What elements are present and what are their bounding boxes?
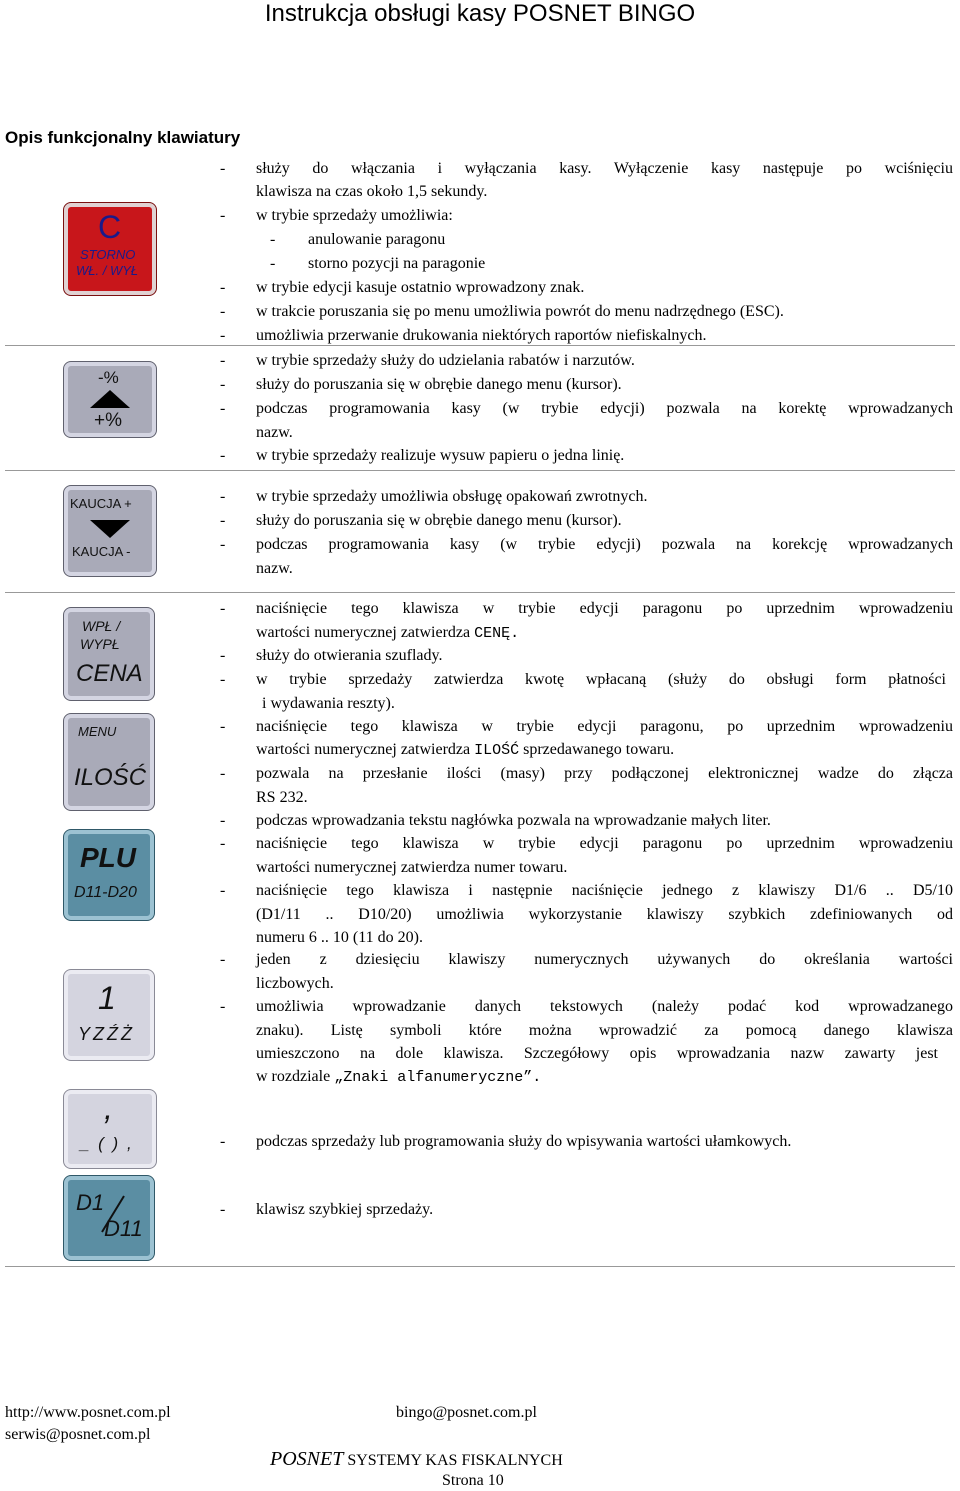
page-header-title: Instrukcja obsługi kasy POSNET BINGO	[264, 0, 696, 27]
footer-email-bingo[interactable]: bingo@posnet.com.pl	[396, 1404, 537, 1421]
key-plu	[64, 830, 154, 920]
divider	[5, 592, 955, 593]
p-line-3b: nazw.	[256, 424, 293, 441]
key-kaucja-top: KAUCJA +	[70, 496, 132, 511]
key-one	[64, 970, 154, 1060]
footer-page-number: Strona 10	[442, 1472, 504, 1489]
divider	[5, 1266, 955, 1267]
key-cena-line2: WYPŁ	[80, 636, 120, 652]
key-plu-small: D11-D20	[74, 884, 137, 901]
key-ilosc-big: ILOŚĆ	[74, 764, 147, 791]
key-c-storno	[64, 203, 156, 295]
il-line-1b: wartości numerycznej zatwierdza ILOŚĆ sprzedawanego towaru.	[256, 741, 675, 759]
key-percent	[64, 362, 156, 437]
key-cena-big: CENA	[76, 660, 143, 687]
key-c-line1: STORNO	[80, 247, 136, 262]
key-kaucja	[64, 486, 156, 576]
key-ilosc-top: MENU	[78, 724, 117, 739]
on-line-2c: umieszczono na dole klawisza. Szczegółowy opis wprowadzania nazw zawarty jest	[256, 1045, 938, 1062]
ce-line-1b: wartości numerycznej zatwierdza CENĘ.	[256, 624, 520, 642]
key-cena-line1: WPŁ /	[82, 618, 121, 634]
key-one-small: YZŹŻ	[78, 1024, 135, 1044]
il-line-2b: RS 232.	[256, 789, 308, 806]
on-line-2d: w rozdziale „Znaki alfanumeryczne”.	[256, 1068, 542, 1086]
key-c-line2: WŁ. / WYŁ	[76, 263, 139, 278]
key-ilosc	[64, 714, 154, 810]
triangle-up-icon	[90, 390, 130, 410]
section-title: Opis funkcjonalny klawiatury	[5, 128, 241, 147]
on-line-1b: liczbowych.	[256, 975, 334, 992]
key-comma-small: _ ( ) ,	[80, 1134, 134, 1153]
ce-line-3b: i wydawania reszty).	[262, 695, 395, 712]
divider	[5, 470, 955, 471]
key-comma-big: ,	[104, 1090, 113, 1126]
k-line-3b: nazw.	[256, 560, 293, 577]
key-kaucja-bottom: KAUCJA -	[72, 544, 131, 559]
key-d1-top: D1	[76, 1190, 105, 1215]
footer-brand: POSNET SYSTEMY KAS FISKALNYCH	[270, 1448, 563, 1470]
key-comma	[64, 1090, 156, 1168]
pl-line-1b: wartości numerycznej zatwierdza numer towaru.	[256, 859, 568, 876]
triangle-down-icon	[90, 520, 130, 540]
pl-line-2b: (D1/11 .. D10/20) umożliwia wykorzystanie klawiszy szybkich zdefiniowanych od	[256, 906, 953, 923]
on-line-2b: znaku). Listę symboli które można wprowadzić za pomocą danego klawisza	[256, 1022, 953, 1039]
footer-url[interactable]: http://www.posnet.com.pl	[5, 1404, 171, 1421]
key-d1-d11	[64, 1176, 154, 1260]
key-plu-big: PLU	[80, 842, 136, 873]
footer-email-serwis[interactable]: serwis@posnet.com.pl	[5, 1426, 151, 1443]
key-percent-bottom: +%	[94, 410, 122, 431]
key-d1-bottom: D11	[104, 1216, 143, 1241]
key-one-big: 1	[98, 980, 116, 1016]
key-cena	[64, 608, 154, 700]
c-line-1b: klawisza na czas około 1,5 sekundy.	[256, 183, 488, 200]
key-percent-top: -%	[98, 368, 119, 387]
pl-line-2c: numeru 6 .. 10 (11 do 20).	[256, 929, 423, 946]
key-c-big: C	[98, 209, 122, 245]
divider	[5, 345, 955, 346]
